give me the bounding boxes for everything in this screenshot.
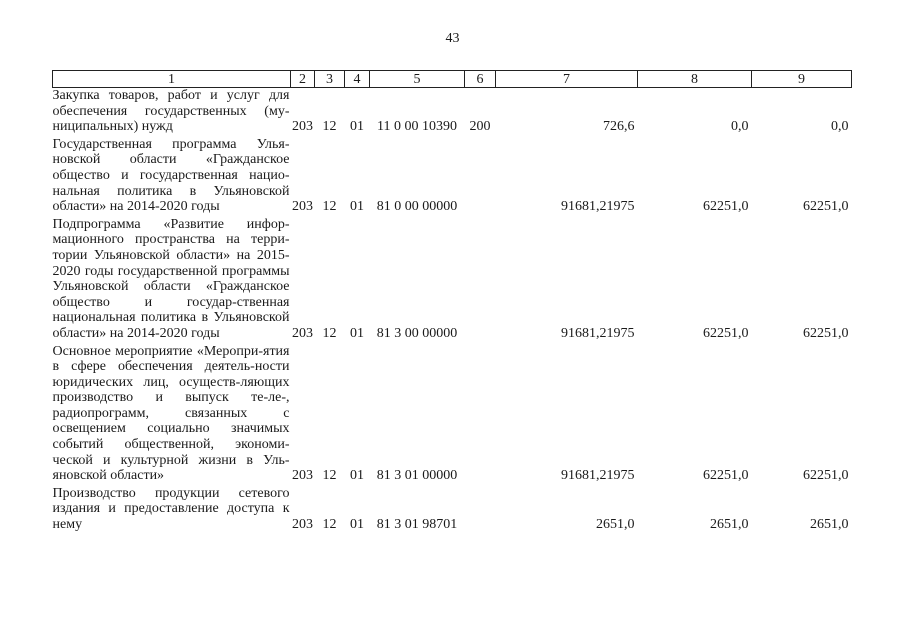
row-description: Государственная программа Улья-новской области «Гражданское общество и государственная нацио-нальная политика в Ульяновской области» на 2014-2020 годы	[52, 136, 290, 215]
row-description: Закупка товаров, работ и услуг для обеспечения государственных (му-ниципальных) нужд	[52, 88, 290, 135]
cell-target-article: 81 3 00 00000	[376, 325, 458, 341]
cell-target-article: 11 0 00 10390	[377, 119, 457, 135]
cell-amount-col8: 2651,0	[710, 517, 749, 533]
cell-amount-col7: 91681,21975	[561, 468, 635, 484]
column-header-5: 5	[370, 71, 465, 88]
cell-target-article: 81 3 01 00000	[376, 468, 458, 484]
column-header-4: 4	[345, 71, 370, 88]
column-header-3: 3	[315, 71, 345, 88]
cell-section: 12	[322, 517, 337, 533]
cell-section: 12	[322, 468, 337, 484]
column-header-9: 9	[752, 71, 852, 88]
row-description: Производство продукции сетевого издания и предоставление доступа к нему	[52, 485, 290, 533]
cell-target-article: 81 3 01 98701	[376, 517, 458, 533]
cell-expense-type	[465, 137, 496, 217]
cell-expense-type: 200	[469, 119, 491, 135]
budget-table	[52, 70, 852, 535]
cell-amount-col8: 62251,0	[703, 468, 749, 484]
cell-expense-type	[465, 344, 496, 486]
row-description: Основное мероприятие «Меропри-ятия в сфере обеспечения деятель-ности юридических лиц, осуществ-ляющих производство и выпуск те-ле-, радиопрограмм, связанных с освещением социально значимых событий общественной, экономи-ческой и культурной жизни в Уль-яновской области»	[52, 343, 290, 484]
cell-section: 12	[322, 119, 337, 135]
table-row	[53, 88, 852, 137]
column-header-6: 6	[465, 71, 496, 88]
cell-ministry-code: 203	[292, 517, 313, 533]
cell-expense-type	[465, 486, 496, 535]
table-row	[53, 344, 852, 486]
cell-amount-col9: 62251,0	[803, 325, 849, 341]
header-row	[53, 71, 852, 88]
cell-subsection: 01	[350, 119, 364, 135]
page-number: 43	[445, 31, 460, 46]
cell-ministry-code: 203	[292, 325, 313, 341]
cell-amount-col8: 62251,0	[703, 199, 749, 215]
cell-target-article: 81 0 00 00000	[376, 199, 458, 215]
table-row	[53, 486, 852, 535]
cell-amount-col9: 62251,0	[803, 468, 849, 484]
table-row	[53, 217, 852, 344]
cell-section: 12	[322, 325, 337, 341]
cell-amount-col9: 0,0	[831, 119, 849, 135]
cell-section: 12	[322, 199, 337, 215]
cell-amount-col9: 2651,0	[810, 517, 849, 533]
cell-ministry-code: 203	[292, 119, 313, 135]
row-description: Подпрограмма «Развитие инфор-мационного пространства на терри-тории Ульяновской области» на 2015-2020 годы государственной программы Ульяновской области «Гражданское общество и государ-ственная национальная политика в Ульяновской области» на 2014-2020 годы	[52, 216, 290, 341]
cell-amount-col9: 62251,0	[803, 199, 849, 215]
column-header-1: 1	[53, 71, 291, 88]
cell-amount-col7: 91681,21975	[561, 325, 635, 341]
cell-amount-col7: 2651,0	[596, 517, 635, 533]
column-header-7: 7	[496, 71, 638, 88]
cell-subsection: 01	[350, 325, 364, 341]
cell-amount-col8: 62251,0	[703, 325, 749, 341]
cell-subsection: 01	[350, 517, 364, 533]
cell-subsection: 01	[350, 468, 364, 484]
cell-amount-col7: 726,6	[603, 119, 635, 135]
cell-expense-type	[465, 217, 496, 344]
cell-ministry-code: 203	[292, 468, 313, 484]
cell-amount-col8: 0,0	[731, 119, 749, 135]
column-header-2: 2	[291, 71, 315, 88]
table-row	[53, 137, 852, 217]
column-header-8: 8	[638, 71, 752, 88]
cell-amount-col7: 91681,21975	[561, 199, 635, 215]
cell-subsection: 01	[350, 199, 364, 215]
cell-ministry-code: 203	[292, 199, 313, 215]
